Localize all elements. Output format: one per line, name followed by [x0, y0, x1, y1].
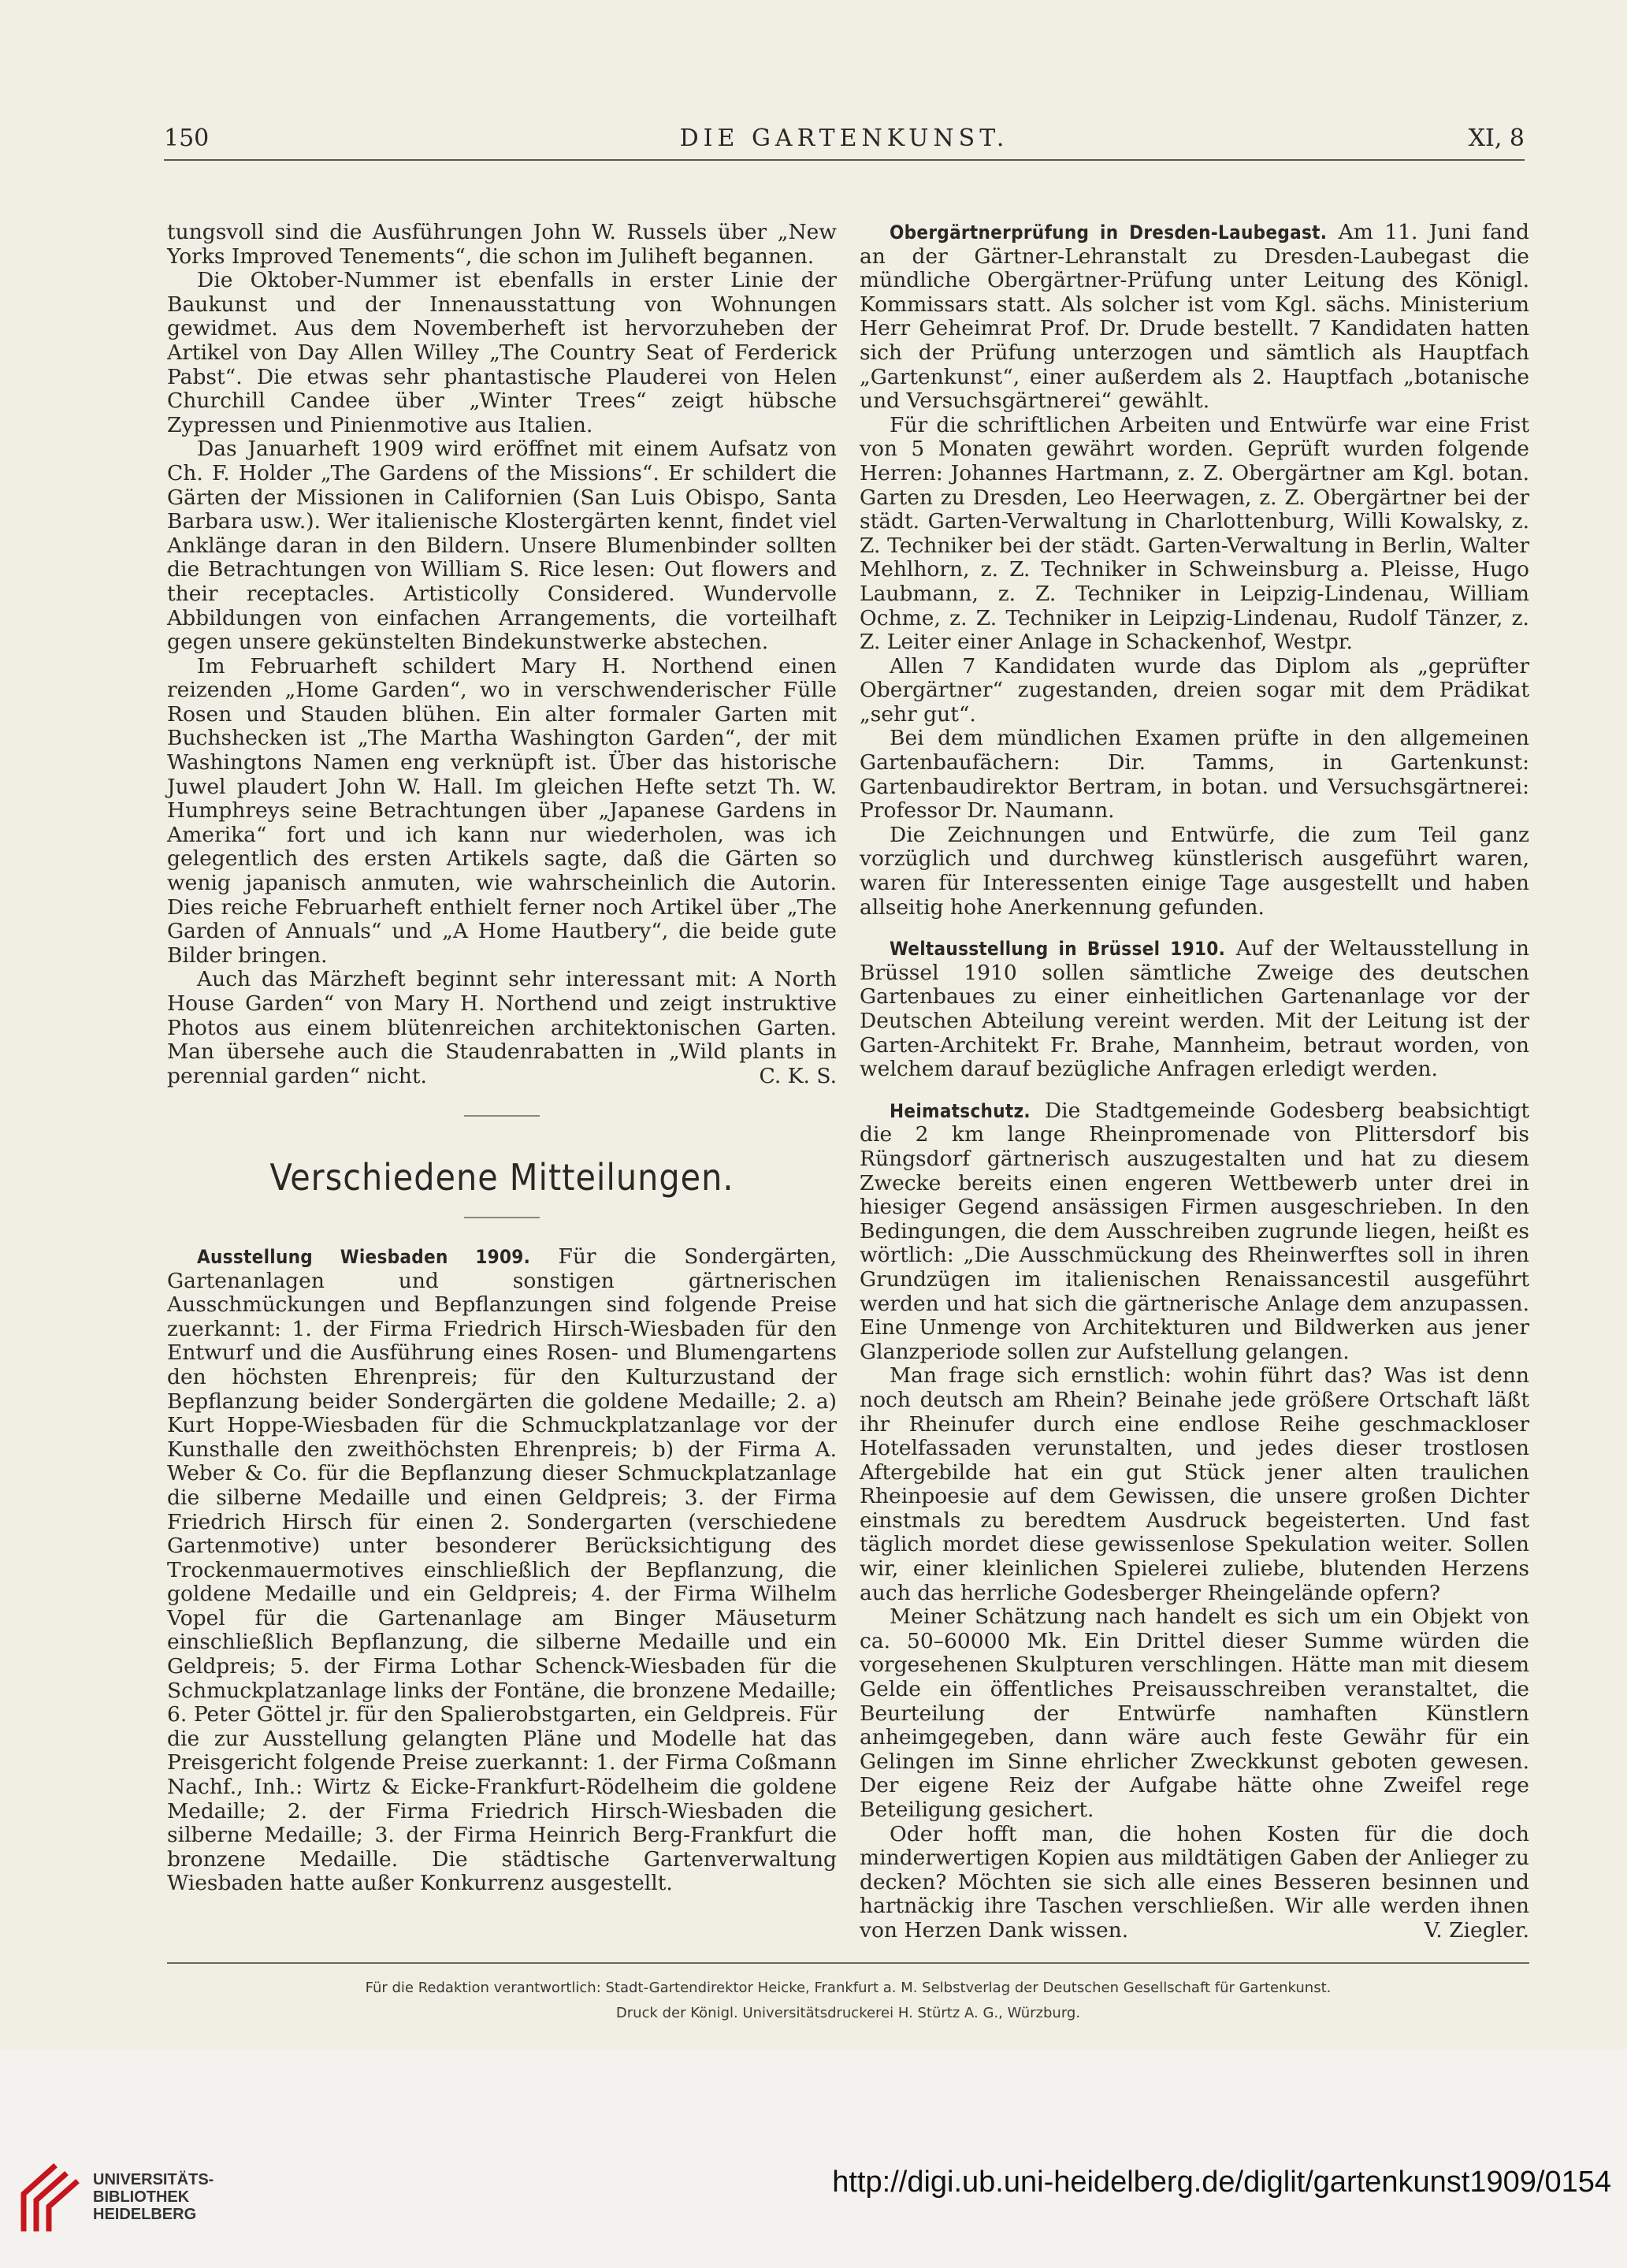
paragraph-text: Am 11. Juni fand an der Gärtner-Lehranstalt zu Dresden-Laubegast die mündliche Obergärtner-Prüfung unter Leitung des Königl. Kommissars statt. Als solcher ist vom Kgl. sächs. Ministerium Herr Geheimrat Prof. Dr. Drude bestellt. 7 Kandidaten hatten sich der Prüfung unterzogen und sämtlich als Hauptfach „Gartenkunst“, einer außerdem als 2. Hauptfach „botanische und Versuchsgärtnerei“ gewählt.: [860, 220, 1529, 414]
journal-title: DIE GARTENKUNST.: [679, 125, 1009, 152]
running-header: [164, 125, 1525, 159]
footer-rule: [167, 1962, 1529, 1964]
section-title: Verschiedene Mitteilungen.: [269, 1156, 734, 1199]
paragraph: Man frage sich ernstlich: wohin führt das? Was ist denn noch deutsch am Rhein? Beinahe jede größere Ortschaft läßt ihr Rheinufer durch eine endlose Reihe geschmackloser Hotelfassaden verunstalten, und jedes dieser trostlosen Aftergebilde hat ein gut Stück jener alten traulichen Rheinpoesie auf dem Gewissen, die unsere großen Dichter einstmals zu beredtem Ausdruck begeisterten. Und fast täglich mordet diese gewissenlose Spekulation weiter. Sollen wir, einer kleinlichen Spielerei zuliebe, blutenden Herzens auch das herrliche Godesberger Rheingelände opfern?: [860, 1363, 1529, 1605]
separator-rule: [464, 1217, 540, 1218]
paragraph: Die Oktober-Nummer ist ebenfalls in erster Linie der Baukunst und der Innenausstattung von Wohnungen gewidmet. Aus dem Novemberheft ist hervorzuheben der Artikel von Day Allen Willey „The Country Seat of Ferderick Pabst“. Die etwas sehr phantastische Plauderei von Helen Churchill Candee über „Winter Trees“ zeigt hübsche Zypressen und Pinienmotive aus Italien.: [167, 268, 837, 437]
paragraph-text: Auf der Weltausstellung in Brüssel 1910 sollen sämtliche Zweige des deutschen Gartenbaues zu einer einheitlichen Gartenanlage vor der Deutschen Abteilung vereint werden. Mit der Leitung ist der Garten-Architekt Fr. Brahe, Mannheim, betraut worden, von welchem darauf bezügliche Anfragen erledigt werden.: [860, 936, 1529, 1082]
paragraph: Meiner Schätzung nach handelt es sich um ein Objekt von ca. 50–60000 Mk. Ein Drittel dieser Summe würden die vorgesehenen Skulpturen verschlingen. Hätte man mit diesem Gelde ein öffentliches Preisausschreiben veranstaltet, die Beurteilung der Entwürfe namhaften Künstlern anheimgegeben, dann wäre auch feste Gewähr für ein Gelingen im Sinne ehrlicher Zweckkunst geboten gewesen. Der eigene Reiz der Aufgabe hätte ohne Zweifel rege Beteiligung gesichert.: [860, 1604, 1529, 1822]
library-name: [93, 2171, 214, 2223]
paragraph: [860, 1099, 1529, 1365]
paragraph-text: Auch das Märzheft beginnt sehr interessant mit: A North House Garden“ von Mary H. Northend und zeigt instruktive Photos aus einem blütenreichen architektonischen Garten. Man übersehe auch die Staudenrabatten in „Wild plants in perennial garden“ nicht.: [167, 967, 837, 1088]
paragraph: Die Zeichnungen und Entwürfe, die zum Teil ganz vorzüglich und durchweg künstlerisch ausgeführt waren, waren für Interessenten einige Tage ausgestellt und haben allseitig hohe Anerkennung gefunden.: [860, 822, 1529, 920]
library-name-line: UNIVERSITÄTS-: [93, 2171, 214, 2188]
paragraph: Allen 7 Kandidaten wurde das Diplom als „geprüfter Obergärtner“ zugestanden, dreien sogar mit dem Prädikat „sehr gut“.: [860, 653, 1529, 727]
paragraph: Für die schriftlichen Arbeiten und Entwürfe war eine Frist von 5 Monaten gewährt worden. Geprüft wurden folgende Herren: Johannes Hartmann, z. Z. Obergärtner am Kgl. botan. Garten zu Dresden, Leo Heerwagen, z. Z. Obergärtner bei der städt. Garten-Verwaltung in Charlottenburg, Willi Kowalsky, z. Z. Techniker bei der städt. Garten-Verwaltung in Berlin, Walter Mehlhorn, z. Z. Techniker in Schweinsburg a. Pleisse, Hugo Laubmann, z. Z. Techniker in Leipzig-Lindenau, William Ochme, z. Z. Techniker in Leipzig-Lindenau, Rudolf Tänzer, z. Z. Leiter einer Anlage in Schackenhof, Westpr.: [860, 412, 1529, 655]
paragraph: [860, 1823, 1529, 1943]
left-column: [167, 221, 837, 1896]
source-url-link[interactable]: http://digi.ub.uni-heidelberg.de/diglit/gartenkunst1909/0154: [832, 2166, 1611, 2199]
printer-line: Druck der Königl. Universitätsdruckerei H. Stürtz A. G., Würzburg.: [615, 2005, 1081, 2021]
paragraph-text: Oder hofft man, die hohen Kosten für die doch minderwertigen Kopien aus mildtätigen Gaben der Anlieger zu decken? Möchten sie sich alle eines Besseren besinnen und hartnäckig ihre Taschen verschließen. Wir alle werden ihnen von Herzen Dank wissen.: [860, 1821, 1529, 1943]
paragraph: [860, 937, 1529, 1082]
paragraph: Bei dem mündlichen Examen prüfte in den allgemeinen Gartenbaufächern: Dir. Tamms, in Gartenkunst: Gartenbaudirektor Bertram, in botan. und Versuchsgärtnerei: Professor Dr. Naumann.: [860, 726, 1529, 824]
imprint-line: Für die Redaktion verantwortlich: Stadt-Gartendirektor Heicke, Frankfurt a. M. Selbstverlag der Deutschen Gesellschaft für Gartenkunst.: [365, 1980, 1332, 1996]
author-signature: C. K. S.: [759, 1063, 837, 1088]
paragraph: tungsvoll sind die Ausführungen John W. Russels über „New Yorks Improved Tenements“, die schon im Juliheft begannen.: [167, 220, 837, 269]
paragraph-heading: Ausstellung Wiesbaden 1909.: [197, 1245, 531, 1268]
paragraph: [167, 1245, 837, 1896]
paragraph-text: Für die Sondergärten, Gartenanlagen und sonstigen gärtnerischen Ausschmückungen und Bepflanzungen sind folgende Preise zuerkannt: 1. der Firma Friedrich Hirsch-Wiesbaden für den Entwurf und die Ausführung eines Rosen- und Blumengartens den höchsten Ehrenpreis; für den Kulturzustand der Bepflanzung beider Sondergärten die goldene Medaille; 2. a) Kurt Hoppe-Wiesbaden für die Schmuckplatzanlage vor der Kunsthalle den zweithöchsten Ehrenpreis; b) der Firma A. Weber & Co. für die Bepflanzung dieser Schmuckplatzanlage die silberne Medaille und einen Geldpreis; 3. der Firma Friedrich Hirsch für einen 2. Sondergarten (verschiedene Gartenmotive) unter besonderer Berücksichtigung des Trockenmauermotives einschließlich der Bepflanzung, die goldene Medaille und ein Geldpreis; 4. der Firma Wilhelm Vopel für die Gartenanlage am Binger Mäuseturm einschließlich Bepflanzung, die silberne Medaille und ein Geldpreis; 5. der Firma Lothar Schenck-Wiesbaden für die Schmuckplatzanlage links der Fontäne, die bronzene Medaille; 6. Peter Göttel jr. für den Spalierobstgarten, ein Geldpreis. Für die zur Ausstellung gelangten Pläne und Modelle hat das Preisgericht folgende Preise zuerkannt: 1. der Firma Coßmann Nachf., Inh.: Wirtz & Eicke-Frankfurt-Rödelheim die goldene Medaille; 2. der Firma Friedrich Hirsch-Wiesbaden die silberne Medaille; 3. der Firma Heinrich Berg-Frankfurt die bronzene Medaille. Die städtische Gartenverwaltung Wiesbaden hatte außer Konkurrenz ausgestellt.: [167, 1244, 837, 1896]
paragraph: [860, 221, 1529, 414]
paragraph: [167, 968, 837, 1088]
paragraph-heading: Obergärtnerprüfung in Dresden-Laubegast.: [890, 221, 1328, 244]
library-name-line: BIBLIOTHEK: [93, 2188, 190, 2206]
author-signature: V. Ziegler.: [1424, 1917, 1529, 1943]
paragraph: Das Januarheft 1909 wird eröffnet mit einem Aufsatz von Ch. F. Holder „The Gardens of the Missions“. Er schildert die Gärten der Missionen in Californien (San Luis Obispo, Santa Barbara usw.). Wer italienische Klostergärten kennt, findet viel Anklänge daran in den Bildern. Unsere Blumenbinder sollten die Betrachtungen von William S. Rice lesen: Out flowers and their receptacles. Artisticolly Considered. Wundervolle Abbildungen von einfachen Arrangements, die vorteilhaft gegen unsere gekünstelten Bindekunstwerke abstechen.: [167, 437, 837, 655]
paragraph-heading: Heimatschutz.: [890, 1099, 1031, 1122]
paragraph: Im Februarheft schildert Mary H. Northend einen reizenden „Home Garden“, wo in verschwenderischer Fülle Rosen und Stauden blühen. Ein alter formaler Garten mit Buchshecken ist „The Martha Washington Garden“, der mit Washingtons Namen eng verknüpft ist. Über das historische Juwel plaudert John W. Hall. Im gleichen Hefte setzt Th. W. Humphreys seine Betrachtungen über „Japanese Gardens in Amerika“ fort und ich kann nur wiederholen, was ich gelegentlich des ersten Artikels sagte, daß die Gärten so wenig japanisch anmuten, wie wahrscheinlich die Autorin. Dies reiche Februarheft enthielt ferner noch Artikel über „The Garden of Annuals“ und „A Home Hautbery“, die beide gute Bilder bringen.: [167, 653, 837, 968]
page-number: 150: [164, 125, 210, 152]
library-logo-icon: [19, 2162, 80, 2232]
header-rule: [164, 159, 1525, 161]
library-band: [0, 2049, 1627, 2268]
paragraph-heading: Weltausstellung in Brüssel 1910.: [890, 938, 1226, 961]
right-column: [860, 221, 1529, 1943]
library-name-line: HEIDELBERG: [93, 2206, 197, 2223]
paragraph-text: Die Stadtgemeinde Godesberg beabsichtigt die 2 km lange Rheinpromenade von Plittersdorf bis Rüngsdorf gärtnerisch auszugestalten und hat zu diesem Zwecke bereits einen engeren Wettbewerb unter drei in hiesiger Gegend ansässigen Firmen ausgeschrieben. In den Bedingungen, die dem Ausschreiben zugrunde liegen, heißt es wörtlich: „Die Ausschmückung des Rheinwerftes soll in ihren Grundzügen im italienischen Renaissancestil ausgeführt werden und hat sich die gärtnerische Anlage dem anzupassen. Eine Unmenge von Architekturen und Bildwerken aus jener Glanzperiode sollen zur Aufstellung gelangen.: [860, 1098, 1529, 1364]
separator-rule: [464, 1115, 540, 1117]
issue-number: XI, 8: [1468, 125, 1525, 152]
